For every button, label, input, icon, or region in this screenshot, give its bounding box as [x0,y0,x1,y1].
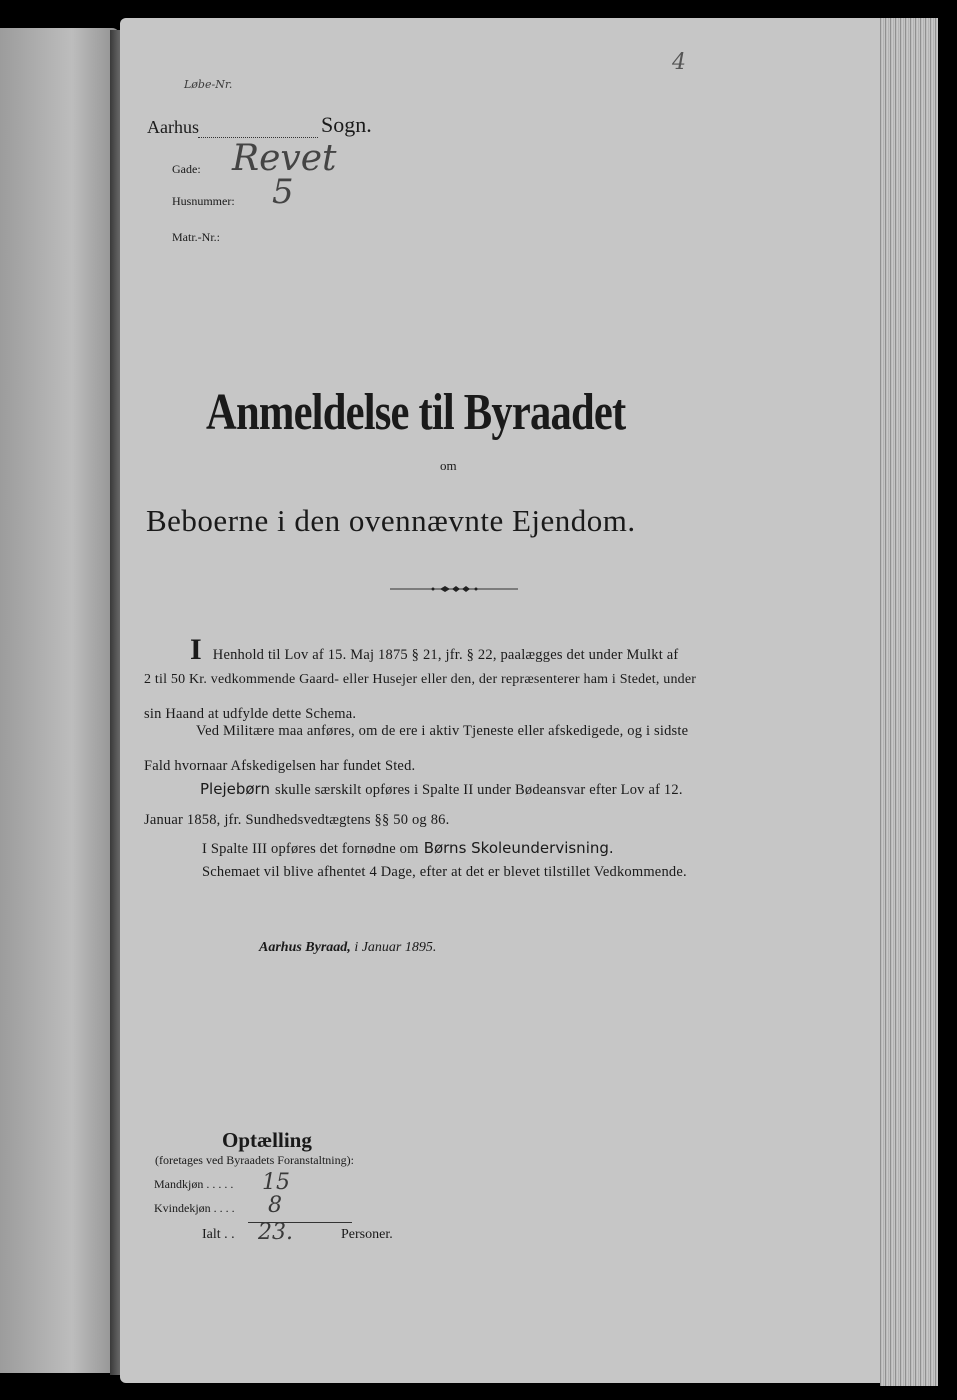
signature-date: i Januar 1895. [354,940,437,955]
p1-line1: Henhold til Lov af 15. Maj 1875 § 21, jfr. § 22, paalægges det under Mulkt af [212,647,679,663]
corner-mark: 4 [672,50,686,75]
p1-line3: sin Haand at udfylde dette Schema. [144,706,357,722]
house-number-label: Husnummer: [172,194,235,208]
dropcap: I [190,633,202,666]
ornament-divider [390,584,518,594]
count-subtitle: (foretages ved Byraadets Foranstaltning): [155,1153,354,1167]
paragraph-1 [190,633,678,667]
city-label: Aarhus [147,117,199,137]
p1-line2: 2 til 50 Kr. vedkommende Gaard- eller Husejer eller den, der repræsenterer ham i Stedet, under [144,672,697,687]
male-label: Mandkjøn . . . . . [154,1177,234,1191]
street-label: Gade: [172,162,201,176]
p3-line2: Januar 1858, jfr. Sundhedsvedtægtens §§ 50 og 86. [144,812,450,828]
paragraph-5: Schemaet vil blive afhentet 4 Dage, efter at det er blevet tilstillet Vedkommende. [202,864,687,880]
parish-label: Sogn. [321,112,372,137]
paragraph-3 [200,779,683,799]
p4-start: I Spalte III opføres det fornødne om [202,841,419,857]
document-title: Anmeldelse til Byraadet [206,384,626,441]
total-label-text: Ialt [202,1227,221,1242]
p2-line1: Ved Militære maa anføres, om de ere i aktiv Tjeneste eller afskedigede, og i sidste [196,723,689,739]
total-value: 23. [258,1220,293,1245]
persons-label: Personer. [341,1227,393,1242]
count-title: Optælling [222,1128,312,1152]
total-label: Ialt . . [202,1227,235,1242]
p3-emphasis: Plejebørn [200,780,270,798]
document-page [120,18,890,1383]
signature-city: Aarhus Byraad, [259,940,351,955]
left-page-edge [0,28,120,1373]
title-connector: om [440,458,457,473]
document-subtitle: Beboerne i den ovennævnte Ejendom. [146,503,636,538]
female-label: Kvindekjøn . . . . [154,1201,235,1215]
matr-label: Matr.-Nr.: [172,230,220,244]
paragraph-4 [202,838,614,858]
female-label-text: Kvindekjøn [154,1201,211,1215]
p4-emphasis: Børns Skoleundervisning. [423,839,614,857]
street-value: Revet [232,138,337,179]
lobe-nr-label: Løbe-Nr. [184,78,233,91]
page-stack-edge [880,18,938,1386]
p3-line1: skulle særskilt opføres i Spalte II under Bødeansvar efter Lov af 12. [275,782,683,798]
male-label-text: Mandkjøn [154,1177,204,1191]
p2-line2: Fald hvornaar Afskedigelsen har fundet Sted. [144,758,416,774]
signature-line [259,940,436,956]
parish-field [198,119,318,138]
house-number-value: 5 [272,172,294,212]
male-value: 15 [262,1170,290,1195]
female-value: 8 [268,1193,282,1218]
